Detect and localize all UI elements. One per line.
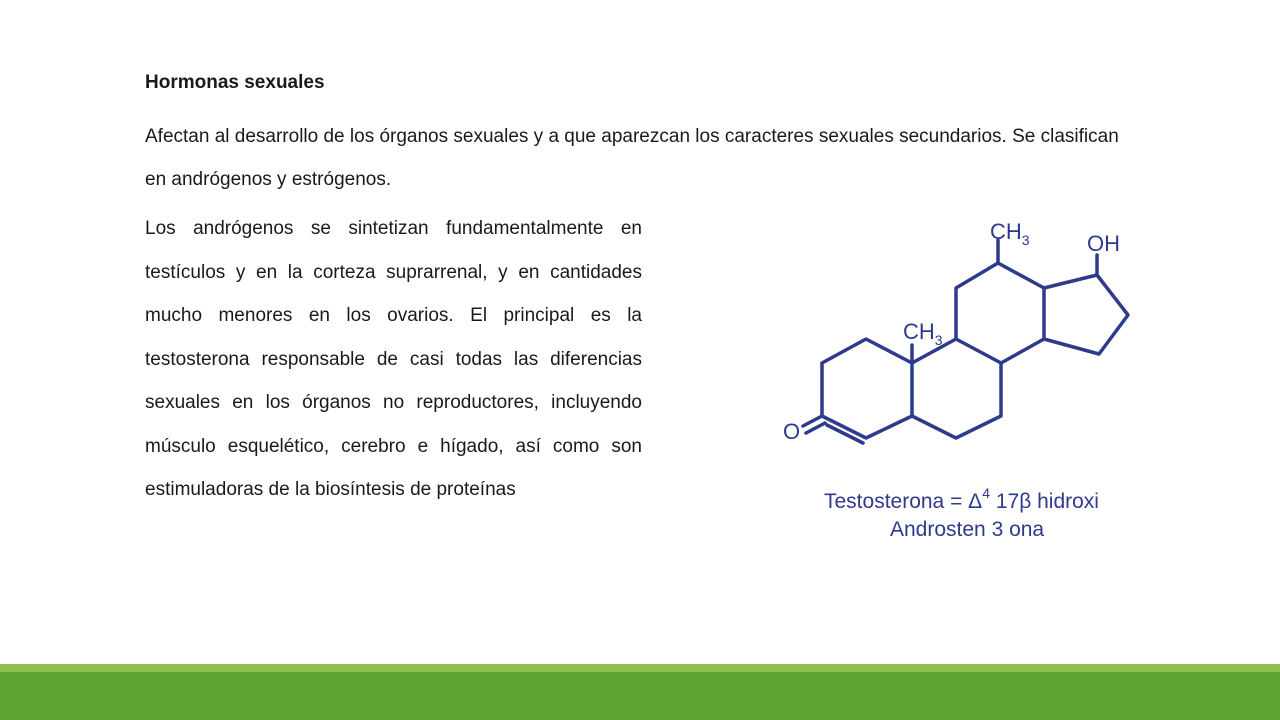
- footer-accent-line: [0, 664, 1280, 672]
- slide-body-text: Los andrógenos se sintetizan fundamentalmente en testículos y en la corteza suprarrenal, y en cantidades mucho menores en los ovarios. El principal es la testosterona responsable de casi todas las diferencias sexuales en los órganos no reproductores, incluyendo músculo esquelético, cerebro e hígado, así como son estimuladoras de la biosíntesis de proteínas: [145, 218, 642, 500]
- figure-caption-line2: Androsten 3 ona: [890, 518, 1045, 541]
- footer-bar: [0, 672, 1280, 720]
- slide-intro: Afectan al desarrollo de los órganos sexuales y a que aparezcan los caracteres sexuales secundarios. Se clasifican en andrógenos y estrógenos.: [145, 126, 1119, 190]
- atom-label-ch3-mid: $CH_3$: [903, 319, 943, 348]
- ring-a: [822, 339, 912, 438]
- atom-label-ch3-top: $CH_3$: [990, 219, 1030, 248]
- testosterone-structure: [775, 205, 1155, 550]
- figure-caption-line1: Testosterona = $\Delta^4$ 17β hidroxi: [824, 485, 1099, 513]
- ring-b: [912, 339, 1001, 438]
- slide-heading: Hormonas sexuales: [145, 72, 325, 93]
- atom-label-o: O: [783, 419, 801, 444]
- ring-d: [1044, 275, 1128, 354]
- atom-label-oh: OH: [1087, 231, 1120, 256]
